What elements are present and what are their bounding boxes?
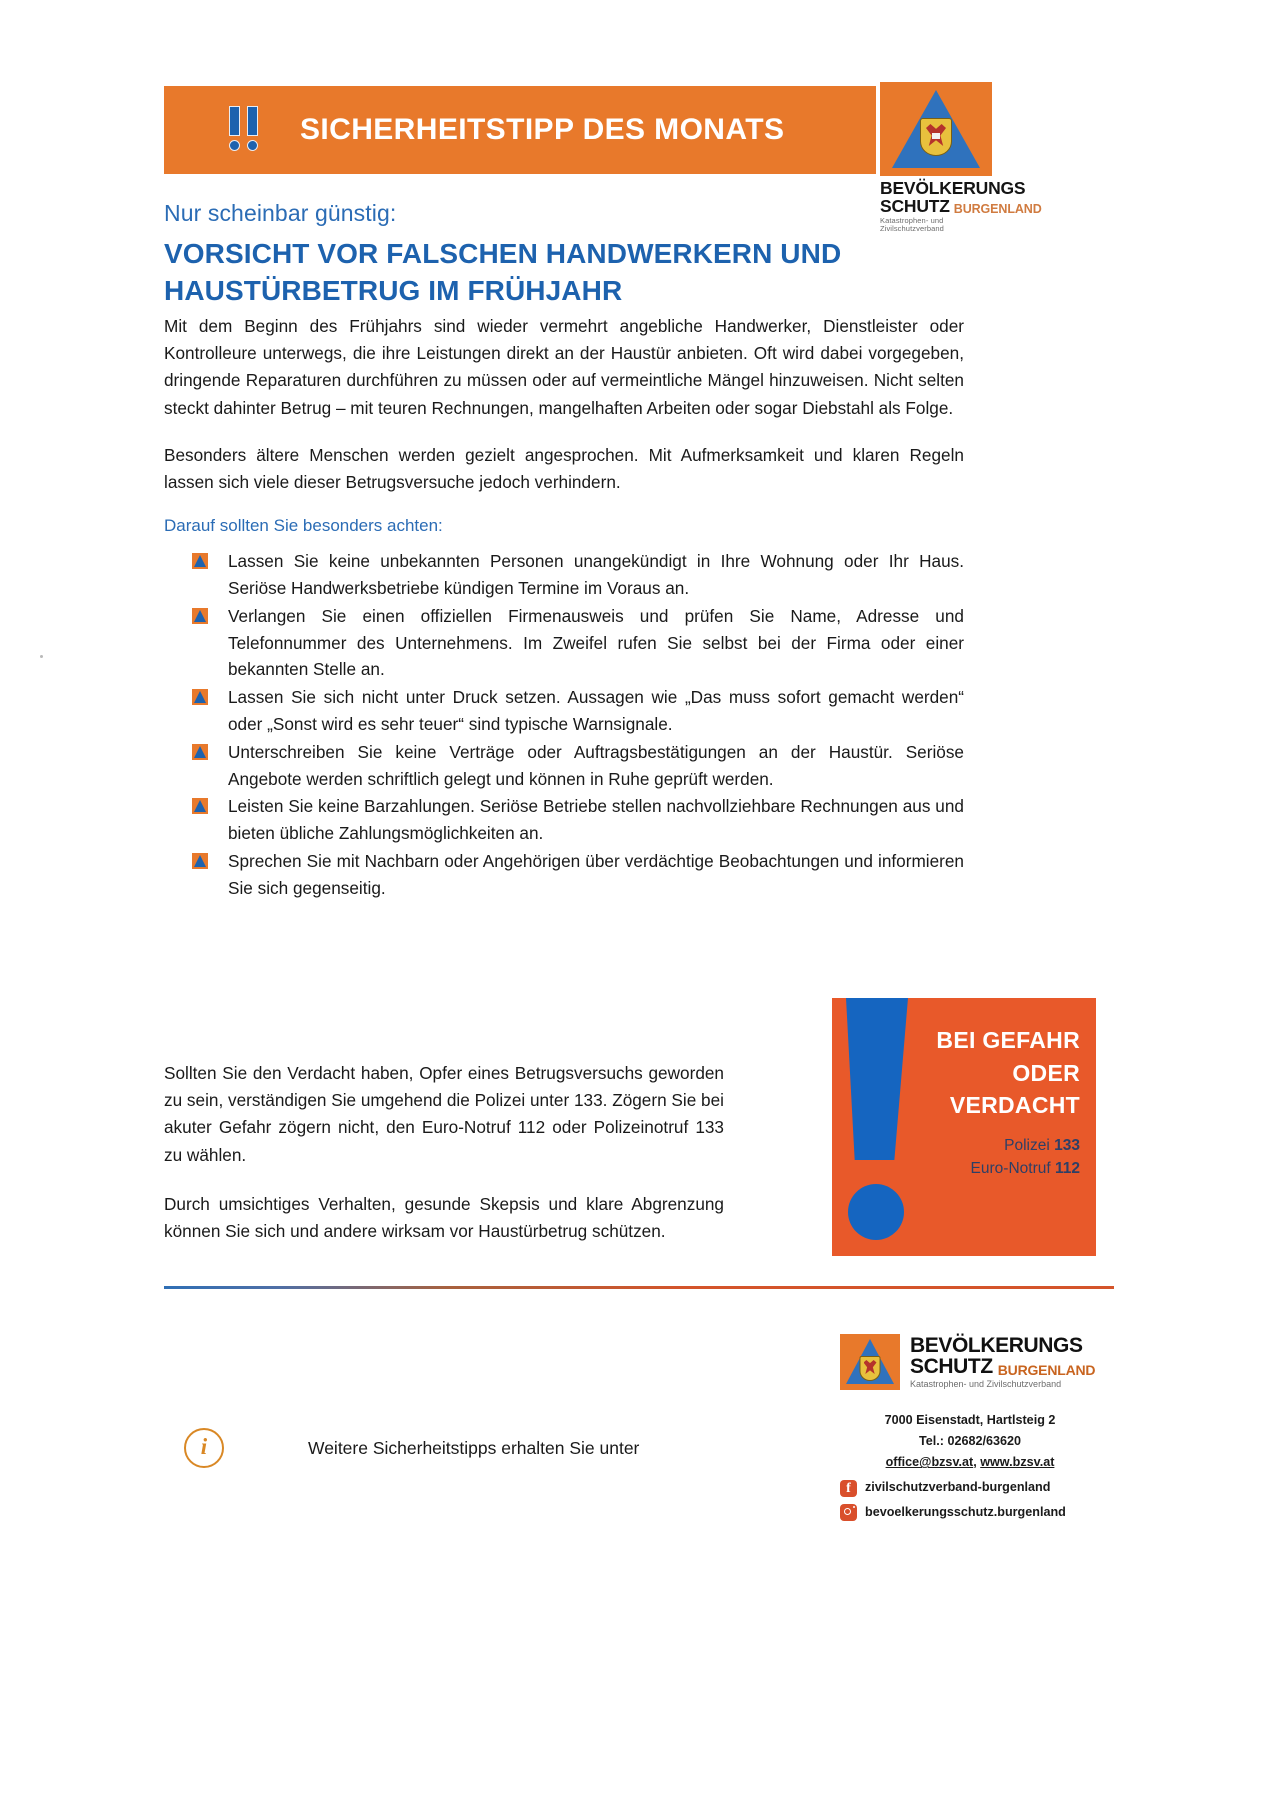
paragraph-3: Sollten Sie den Verdacht haben, Opfer eines Betrugsversuchs geworden zu sein, verständigen Sie umgehend die Polizei unter 133. Zögern Sie bei akuter Gefahr zögern nicht, den Euro-Notruf 112 oder Polizeinotruf 133 zu wählen.	[164, 1063, 724, 1165]
triangle-marker-icon	[192, 853, 208, 869]
header-logo-line1: BEVÖLKERUNGS	[880, 178, 1026, 198]
footer-divider	[164, 1286, 1114, 1289]
bevoelkerungsschutz-emblem-icon	[840, 1334, 900, 1390]
more-tips-label: Weitere Sicherheitstipps erhalten Sie unter	[308, 1437, 640, 1458]
triangle-marker-icon	[192, 744, 208, 760]
header-logo	[880, 82, 1042, 233]
footer-instagram-handle[interactable]: bevoelkerungsschutz.burgenland	[865, 1504, 1066, 1519]
footer-contact	[840, 1410, 1100, 1523]
footer-logo-region: BURGENLAND	[997, 1362, 1096, 1379]
danger-contacts	[971, 1134, 1080, 1181]
lower-text-column	[164, 1060, 724, 1245]
list-item	[192, 739, 964, 793]
danger-line-2: ODER	[1012, 1059, 1080, 1086]
double-exclamation-icon	[226, 104, 264, 156]
header-logo-subtitle: Katastrophen- und Zivilschutzverband	[880, 216, 944, 233]
danger-contact-police-number: 133	[1054, 1137, 1080, 1154]
lower-content	[164, 1060, 984, 1245]
scan-artifact	[40, 655, 43, 658]
banner-title: SICHERHEITSTIPP DES MONATS	[300, 113, 785, 146]
danger-contact-police-label: Polizei	[1004, 1137, 1050, 1154]
danger-line-3: VERDACHT	[949, 1092, 1080, 1119]
footer-address: 7000 Eisenstadt, Hartlsteig 2	[884, 1413, 1056, 1427]
headline-line-2: HAUSTÜRBETRUG IM FRÜHJAHR	[164, 274, 623, 306]
list-item-text: Leisten Sie keine Barzahlungen. Seriöse Betriebe stellen nachvollziehbare Rechnungen aus und bieten übliche Zahlungsmöglichkeiten an.	[228, 796, 964, 844]
list-item	[192, 848, 964, 902]
headline-line-1: VORSICHT VOR FALSCHEN HANDWERKERN UND	[164, 238, 842, 269]
list-item-text: Verlangen Sie einen offiziellen Firmenausweis und prüfen Sie Name, Adresse und Telefonnummer des Unternehmens. Im Zweifel rufen Sie selbst bei der Firma oder einer bekannten Stelle an.	[228, 605, 964, 680]
bevoelkerungsschutz-emblem-icon	[880, 82, 992, 176]
more-tips-row	[184, 1428, 639, 1468]
tips-list-heading: Darauf sollten Sie besonders achten:	[164, 516, 443, 536]
footer-logo-line1: BEVÖLKERUNGS	[910, 1333, 1083, 1357]
footer-logo-wordmark	[910, 1335, 1095, 1390]
footer-logo-line2: SCHUTZ	[910, 1354, 993, 1378]
list-item-text: Lassen Sie keine unbekannten Personen unangekündigt in Ihre Wohnung oder Ihr Haus. Seriöse Handwerksbetriebe kündigen Termine im Voraus an.	[228, 551, 964, 598]
info-icon: i	[184, 1428, 224, 1468]
footer-phone: Tel.: 02682/63620	[919, 1434, 1021, 1449]
paragraph-1: Mit dem Beginn des Frühjahrs sind wieder vermehrt angebliche Handwerker, Dienstleister oder Kontrolleure unterwegs, die ihre Leistungen direkt an der Haustür anbieten. Oft wird dabei vorgegeben, dringende Reparaturen durchführen zu müssen oder auf vermeintliche Mängel hinzuweisen. Nicht selten steckt dahinter Betrug – mit teuren Rechnungen, mangelhaften Arbeiten oder sogar Diebstahl als Folge.	[164, 316, 964, 418]
instagram-icon[interactable]	[840, 1504, 857, 1521]
danger-contact-euro	[971, 1157, 1080, 1180]
footer-email-website	[840, 1452, 1100, 1473]
header-logo-line2: SCHUTZ	[880, 195, 950, 216]
footer-website-link[interactable]: www.bzsv.at	[980, 1455, 1055, 1470]
footer-email-link[interactable]: office@bzsv.at	[885, 1455, 974, 1470]
list-item-text: Sprechen Sie mit Nachbarn oder Angehörigen über verdächtige Beobachtungen und informieren Sie sich gegenseitig.	[228, 851, 964, 898]
kicker-text: Nur scheinbar günstig:	[164, 200, 397, 226]
page-title	[164, 236, 984, 310]
header-logo-wordmark	[880, 178, 1042, 233]
list-item-text: Lassen Sie sich nicht unter Druck setzen. Aussagen wie „Das muss sofort gemacht werden“ oder „Sonst wird es sehr teuer“ sind typische Warnsignale.	[228, 687, 964, 734]
paragraph-4: Durch umsichtiges Verhalten, gesunde Skepsis und klare Abgrenzung können Sie sich und andere wirksam vor Haustürbetrug schützen.	[164, 1193, 724, 1241]
list-item	[192, 548, 964, 602]
danger-contact-euro-number: 112	[1054, 1160, 1080, 1178]
list-item-text: Unterschreiben Sie keine Verträge oder Auftragsbestätigungen an der Haustür. Seriöse Angebote werden schriftlich gelegt und können in Ruhe geprüft werden.	[228, 741, 964, 789]
triangle-marker-icon	[192, 553, 208, 569]
paragraph-2: Besonders ältere Menschen werden gezielt angesprochen. Mit Aufmerksamkeit und klaren Regeln lassen sich viele dieser Betrugsversuche jedoch verhindern.	[164, 444, 964, 492]
danger-contact-euro-label: Euro-Notruf	[970, 1160, 1051, 1178]
triangle-marker-icon	[192, 689, 208, 705]
footer-logo	[840, 1334, 1100, 1390]
header-logo-region: BURGENLAND	[953, 201, 1042, 216]
danger-line-1: BEI GEFAHR	[936, 1027, 1080, 1053]
footer-instagram-row[interactable]	[840, 1502, 1100, 1523]
footer-facebook-row[interactable]	[840, 1477, 1100, 1498]
footer-email-separator: ,	[973, 1455, 981, 1470]
danger-contact-police	[971, 1134, 1080, 1157]
triangle-marker-icon	[192, 798, 208, 814]
facebook-icon[interactable]: f	[840, 1480, 857, 1497]
footer-logo-subtitle: Katastrophen- und Zivilschutzverband	[910, 1379, 1062, 1390]
footer-facebook-handle[interactable]: zivilschutzverband-burgenland	[865, 1480, 1051, 1495]
list-item	[192, 684, 964, 738]
triangle-marker-icon	[192, 608, 208, 624]
list-item	[192, 793, 964, 847]
body-content	[164, 313, 964, 903]
header-banner	[164, 86, 876, 174]
list-item	[192, 603, 964, 683]
tips-list	[164, 548, 964, 902]
